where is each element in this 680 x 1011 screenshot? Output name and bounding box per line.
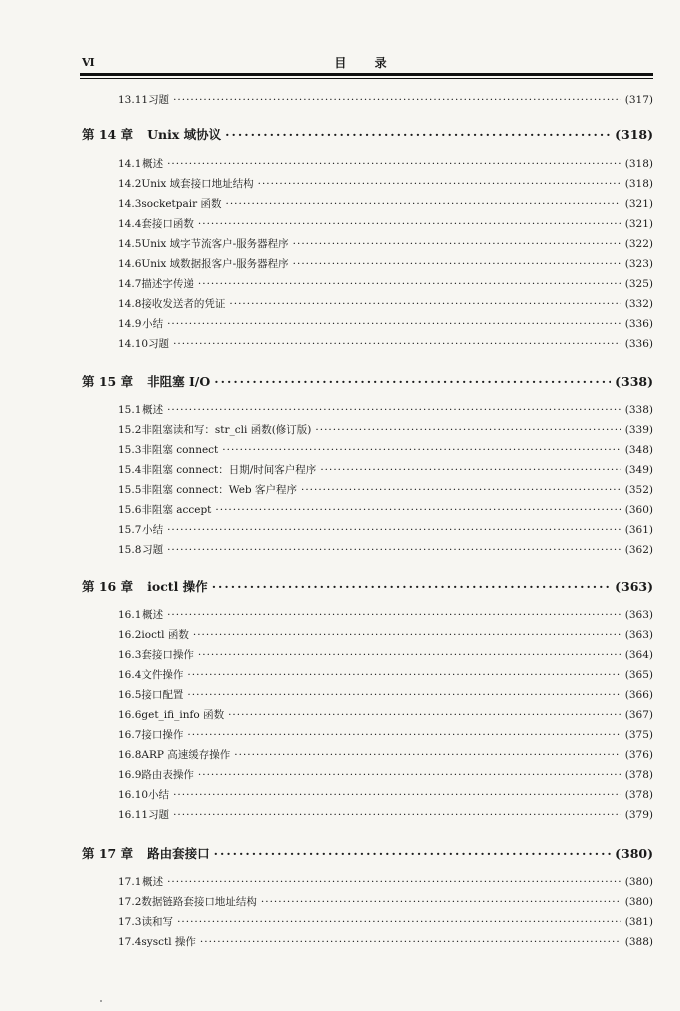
section-title: 习题 — [148, 338, 170, 350]
toc-section-entry[interactable] — [118, 296, 653, 312]
page-reference: (378) — [624, 769, 653, 781]
page-reference: (318) — [615, 127, 653, 142]
page-reference: (366) — [624, 689, 653, 701]
page-reference: (360) — [624, 504, 653, 516]
toc-section-entry[interactable] — [118, 276, 653, 292]
toc-chapter-entry[interactable] — [82, 577, 653, 597]
dot-leader — [228, 709, 621, 721]
toc-section-entry[interactable] — [118, 627, 653, 643]
section-number: 15.8 — [118, 544, 142, 556]
dot-leader — [258, 178, 621, 190]
dot-leader — [167, 524, 621, 536]
section-title: 习题 — [148, 809, 170, 821]
chapter-number: 第 17 章 — [82, 846, 134, 861]
section-title: 数据链路套接口地址结构 — [141, 896, 257, 908]
dot-leader — [187, 689, 620, 701]
toc-section-entry[interactable] — [118, 787, 653, 803]
section-number: 14.6 — [118, 258, 142, 270]
toc-section-entry[interactable] — [118, 914, 653, 930]
dot-leader — [193, 629, 621, 641]
section-number: 14.8 — [118, 298, 142, 310]
toc-section-entry[interactable] — [118, 607, 653, 623]
toc-section-entry[interactable] — [118, 402, 653, 418]
chapter-number: 第 16 章 — [82, 579, 134, 594]
dot-leader — [301, 484, 621, 496]
section-number: 15.7 — [118, 524, 142, 536]
header-title: 目 录 — [334, 56, 399, 70]
section-title: ARP 高速缓存操作 — [141, 749, 231, 761]
dot-leader — [198, 649, 621, 661]
section-number: 16.4 — [118, 669, 142, 681]
dot-leader — [212, 579, 611, 594]
toc-section-entry[interactable] — [118, 236, 653, 252]
dot-leader — [198, 218, 621, 230]
toc-section-entry[interactable] — [118, 522, 653, 538]
section-number: 14.7 — [118, 278, 142, 290]
dot-leader — [167, 609, 621, 621]
toc-section-entry[interactable] — [118, 727, 653, 743]
section-number: 15.5 — [118, 484, 142, 496]
section-title: sysctl 操作 — [141, 936, 196, 948]
dot-leader — [167, 318, 621, 330]
section-number: 16.8 — [118, 749, 142, 761]
section-number: 16.1 — [118, 609, 142, 621]
dot-leader — [293, 258, 621, 270]
toc-chapter-entry[interactable] — [82, 844, 653, 864]
scan-speck — [100, 1000, 102, 1002]
section-number: 15.1 — [118, 404, 142, 416]
page-reference: (349) — [624, 464, 653, 476]
dot-leader — [198, 278, 621, 290]
dot-leader — [187, 669, 620, 681]
page-reference: (388) — [624, 936, 653, 948]
section-title: 概述 — [142, 609, 164, 621]
page-reference: (380) — [615, 846, 653, 861]
toc-section-entry[interactable] — [118, 647, 653, 663]
section-title: Unix 域套接口地址结构 — [141, 178, 254, 190]
page-reference: (380) — [624, 896, 653, 908]
section-number: 15.4 — [118, 464, 142, 476]
toc-section-entry[interactable] — [118, 874, 653, 890]
toc-section-entry[interactable] — [118, 502, 653, 518]
dot-leader — [173, 809, 621, 821]
section-title: 套接口函数 — [141, 218, 194, 230]
chapter-title: 非阻塞 I/O — [147, 374, 211, 389]
section-number: 16.2 — [118, 629, 142, 641]
chapter-number: 第 14 章 — [82, 127, 134, 142]
toc-section-entry[interactable] — [118, 336, 653, 352]
section-title: socketpair 函数 — [141, 198, 222, 210]
page-reference: (338) — [615, 374, 653, 389]
section-title: 非阻塞 connect：日期/时间客户程序 — [141, 464, 317, 476]
section-title: 非阻塞 accept — [141, 504, 212, 516]
dot-leader — [187, 729, 620, 741]
section-number: 16.5 — [118, 689, 142, 701]
dot-leader — [214, 846, 611, 861]
running-header — [80, 52, 653, 74]
dot-leader — [293, 238, 621, 250]
section-title: 小结 — [142, 524, 164, 536]
page-reference: (379) — [624, 809, 653, 821]
toc-section-entry[interactable] — [118, 707, 653, 723]
toc-section-entry[interactable] — [118, 807, 653, 823]
section-number: 16.6 — [118, 709, 142, 721]
page-reference: (321) — [624, 218, 653, 230]
toc-section-entry[interactable] — [118, 894, 653, 910]
dot-leader — [234, 749, 620, 761]
header-rule-thin — [80, 78, 653, 79]
section-number: 14.1 — [118, 158, 142, 170]
section-title: ioctl 函数 — [141, 629, 189, 641]
chapter-title: 路由套接口 — [147, 846, 210, 861]
dot-leader — [315, 424, 620, 436]
toc-section-entry[interactable] — [118, 767, 653, 783]
page-reference: (325) — [624, 278, 653, 290]
toc-section-entry[interactable] — [118, 542, 653, 558]
section-number: 16.9 — [118, 769, 142, 781]
section-number: 14.5 — [118, 238, 142, 250]
dot-leader — [320, 464, 620, 476]
section-number: 15.2 — [118, 424, 142, 436]
dot-leader — [167, 158, 621, 170]
section-number: 17.3 — [118, 916, 142, 928]
section-title: 概述 — [142, 876, 164, 888]
section-number: 14.3 — [118, 198, 142, 210]
section-title: Unix 域字节流客户-服务器程序 — [141, 238, 289, 250]
page-reference: (321) — [624, 198, 653, 210]
page-reference: (348) — [624, 444, 653, 456]
page-reference: (336) — [624, 318, 653, 330]
section-number: 14.4 — [118, 218, 142, 230]
section-title: 描述字传递 — [141, 278, 194, 290]
section-number: 16.11 — [118, 809, 149, 821]
section-title: 接口配置 — [141, 689, 184, 701]
toc-section-entry[interactable] — [118, 667, 653, 683]
section-title: 接收发送者的凭证 — [141, 298, 226, 310]
toc-section-entry[interactable] — [118, 156, 653, 172]
section-title: 习题 — [142, 544, 164, 556]
toc-section-entry[interactable] — [118, 442, 653, 458]
toc-section-entry[interactable] — [118, 462, 653, 478]
page-reference: (318) — [624, 178, 653, 190]
section-title: 套接口操作 — [141, 649, 194, 661]
section-title: Unix 域数据报客户-服务器程序 — [141, 258, 289, 270]
dot-leader — [167, 876, 621, 888]
section-title: 习题 — [148, 94, 170, 106]
dot-leader — [225, 127, 611, 142]
section-number: 17.4 — [118, 936, 142, 948]
dot-leader — [177, 916, 621, 928]
toc-section-entry[interactable] — [118, 422, 653, 438]
section-title: 读和写 — [141, 916, 174, 928]
page-reference: (332) — [624, 298, 653, 310]
dot-leader — [167, 544, 621, 556]
section-title: 路由表操作 — [141, 769, 194, 781]
page-reference: (375) — [624, 729, 653, 741]
toc-section-entry[interactable] — [118, 747, 653, 763]
toc-section-entry[interactable] — [118, 196, 653, 212]
toc-chapter-entry[interactable] — [82, 125, 653, 145]
page-number: Ⅵ — [82, 56, 95, 69]
chapter-number: 第 15 章 — [82, 374, 134, 389]
section-number: 16.7 — [118, 729, 142, 741]
dot-leader — [173, 94, 621, 106]
section-title: 概述 — [142, 404, 164, 416]
page-reference: (336) — [624, 338, 653, 350]
page-reference: (338) — [624, 404, 653, 416]
dot-leader — [215, 504, 620, 516]
section-number: 14.10 — [118, 338, 149, 350]
dot-leader — [167, 404, 621, 416]
chapter-title: Unix 域协议 — [147, 127, 222, 142]
page-reference: (364) — [624, 649, 653, 661]
toc-section-entry[interactable] — [118, 176, 653, 192]
section-title: 接口操作 — [141, 729, 184, 741]
dot-leader — [225, 198, 620, 210]
section-number: 16.3 — [118, 649, 142, 661]
section-title: 小结 — [142, 318, 164, 330]
page-reference: (361) — [624, 524, 653, 536]
section-number: 15.6 — [118, 504, 142, 516]
toc-section-entry[interactable] — [118, 256, 653, 272]
section-title: get_ifi_info 函数 — [141, 709, 225, 721]
section-number: 14.9 — [118, 318, 142, 330]
dot-leader — [229, 298, 620, 310]
page-reference: (362) — [624, 544, 653, 556]
header-rule-thick — [80, 73, 653, 76]
page-reference: (339) — [624, 424, 653, 436]
dot-leader — [222, 444, 620, 456]
dot-leader — [261, 896, 621, 908]
page-reference: (376) — [624, 749, 653, 761]
dot-leader — [214, 374, 611, 389]
page-reference: (363) — [624, 629, 653, 641]
section-number: 14.2 — [118, 178, 142, 190]
section-number: 16.10 — [118, 789, 149, 801]
toc-chapter-entry[interactable] — [82, 372, 653, 392]
dot-leader — [173, 338, 621, 350]
page-reference: (318) — [624, 158, 653, 170]
dot-leader — [198, 769, 621, 781]
page-reference: (317) — [624, 94, 653, 106]
toc-section-entry[interactable] — [118, 687, 653, 703]
section-number: 15.3 — [118, 444, 142, 456]
toc-section-entry[interactable] — [118, 316, 653, 332]
page-reference: (322) — [624, 238, 653, 250]
page-reference: (365) — [624, 669, 653, 681]
page-reference: (367) — [624, 709, 653, 721]
toc-section-entry[interactable] — [118, 92, 653, 108]
section-title: 非阻塞 connect — [141, 444, 219, 456]
chapter-title: ioctl 操作 — [147, 579, 208, 594]
section-number: 17.2 — [118, 896, 142, 908]
section-title: 文件操作 — [141, 669, 184, 681]
page-reference: (381) — [624, 916, 653, 928]
section-title: 概述 — [142, 158, 164, 170]
toc-section-entry[interactable] — [118, 482, 653, 498]
page-reference: (363) — [615, 579, 653, 594]
section-title: 非阻塞读和写：str_cli 函数(修订版) — [141, 424, 312, 436]
section-title: 非阻塞 connect：Web 客户程序 — [141, 484, 297, 496]
section-title: 小结 — [148, 789, 170, 801]
toc-section-entry[interactable] — [118, 934, 653, 950]
dot-leader — [200, 936, 621, 948]
toc-section-entry[interactable] — [118, 216, 653, 232]
dot-leader — [173, 789, 621, 801]
section-number: 17.1 — [118, 876, 142, 888]
page-reference: (380) — [624, 876, 653, 888]
page-reference: (363) — [624, 609, 653, 621]
section-number: 13.11 — [118, 94, 149, 106]
page-reference: (323) — [624, 258, 653, 270]
page-reference: (352) — [624, 484, 653, 496]
page-reference: (378) — [624, 789, 653, 801]
